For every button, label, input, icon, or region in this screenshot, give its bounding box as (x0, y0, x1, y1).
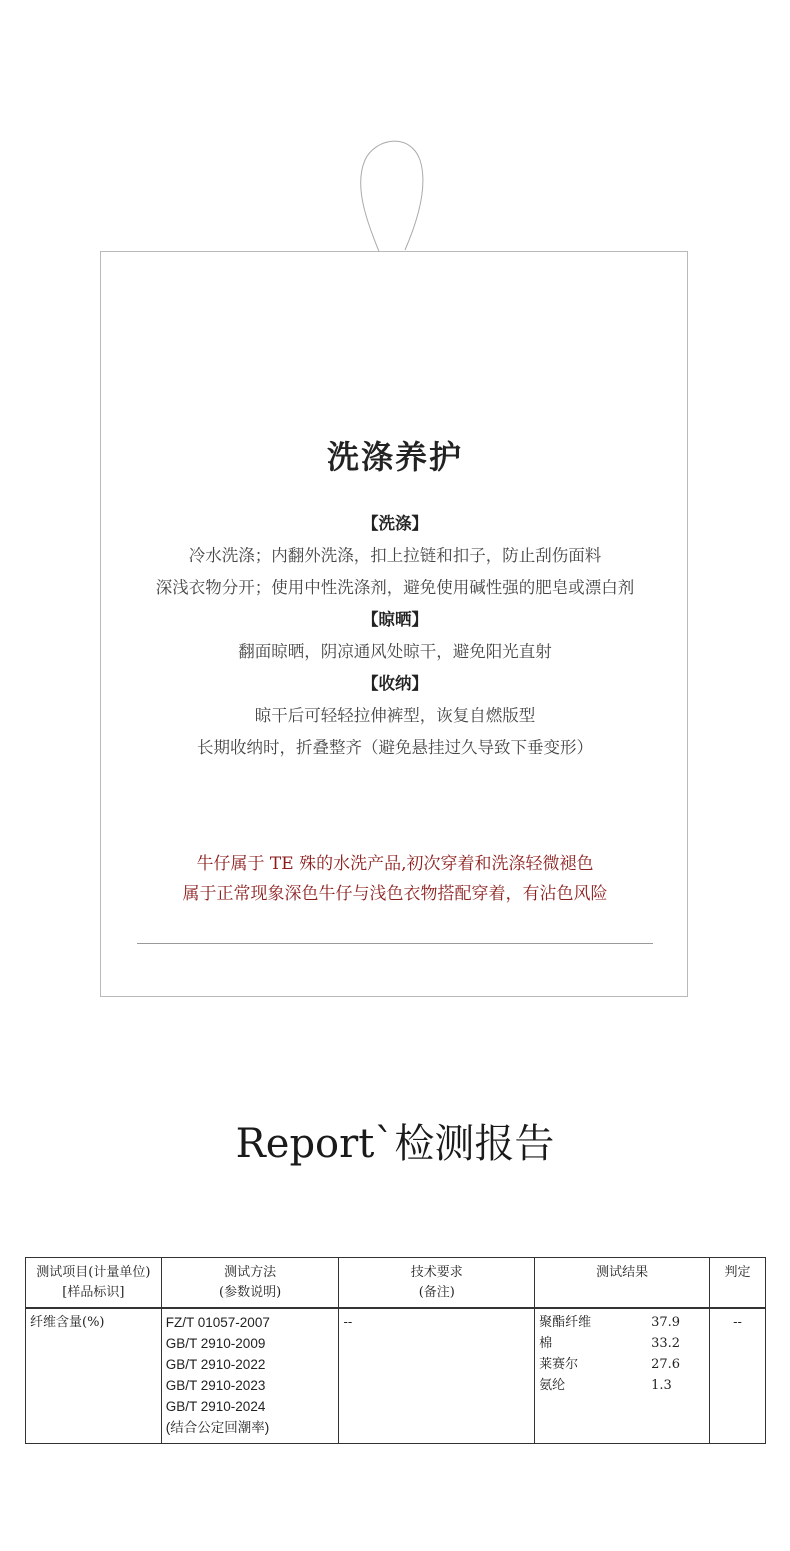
header-result: 测试结果 (535, 1258, 710, 1309)
section-head-dry: 【晾晒】 (362, 610, 428, 629)
table-header-row (26, 1258, 766, 1309)
warning-line: 牛仔属于 TE 殊的水洗产品,初次穿着和洗涤轻微褪色 (196, 854, 594, 874)
care-text-line: 深浅衣物分开；使用中性洗涤剂，避免使用碱性强的肥皂或漂白剂 (155, 578, 635, 597)
care-text-line: 晾干后可轻轻拉伸裤型，诙复自燃版型 (254, 706, 536, 725)
section-head-wash: 【洗涤】 (362, 514, 428, 533)
cell-results: 聚酯纤维 37.9 棉 33.2 莱赛尔 27.6 氨纶 1.3 (535, 1308, 710, 1444)
care-text-line: 长期收纳时，折叠整齐（避免悬挂过久导致下垂变形） (197, 738, 593, 757)
cell-methods: FZ/T 01057-2007 GB/T 2910-2009 GB/T 2910-2022 GB/T 2910-2023 GB/T 2910-2024 (结合公定回潮率) (161, 1308, 339, 1444)
test-report-table (25, 1257, 766, 1444)
section-head-store: 【收纳】 (362, 674, 428, 693)
header-verdict: 判定 (710, 1258, 766, 1309)
divider (137, 943, 653, 944)
header-requirement: 技术要求 (备注) (339, 1258, 535, 1309)
care-title: 洗涤养护 (326, 438, 463, 476)
warning-line: 属于正常现象深色牛仔与浅色衣物搭配穿着，有沾色风险 (182, 884, 608, 904)
care-text-line: 冷水洗涤；内翻外洗涤，扣上拉链和扣子，防止刮伤面料 (188, 546, 602, 565)
header-test-method: 测试方法 (参数说明) (161, 1258, 339, 1309)
cell-item: 纤维含量(%) (26, 1308, 162, 1444)
care-text-line: 翻面晾晒，阴凉通风处晾干，避免阳光直射 (238, 642, 552, 661)
table-row (26, 1308, 766, 1444)
header-test-item: 测试项目(计量单位) [样品标识] (26, 1258, 162, 1309)
cell-verdict: -- (710, 1308, 766, 1444)
report-title: Report`检测报告 (235, 1121, 555, 1167)
cell-requirement: -- (339, 1308, 535, 1444)
